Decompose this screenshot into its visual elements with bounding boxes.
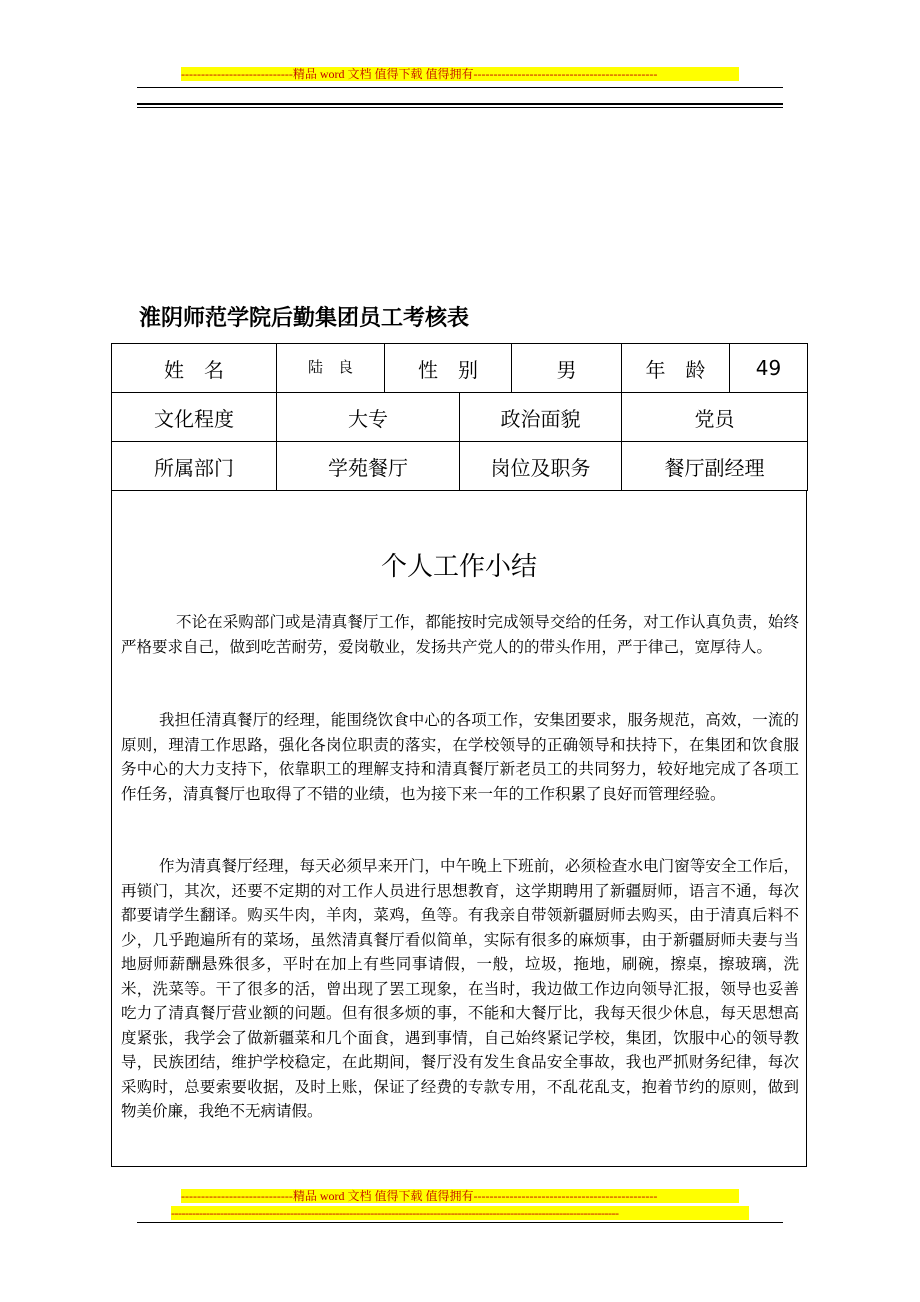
summary-paragraph: 作为清真餐厅经理，每天必须早来开门，中午晚上下班前，必须检查水电门窗等安全工作后，再锁门，其次，还要不定期的对工作人员进行思想教育，这学期聘用了新疆厨师，语言不通，每次都要请学生翻译。购买牛肉，羊肉，菜鸡，鱼等。有我亲自带领新疆厨师去购买，由于清真后料不少，几乎跑遍所有的菜场，虽然清真餐厅看似简单，实际有很多的麻烦事，由于新疆厨师夫妻与当地厨师薪酬悬殊很多，平时在加上有些同事请假，一般，垃圾，拖地，刷碗，擦桌，擦玻璃，洗米，洗菜等。干了很多的活，曾出现了罢工现象，在当时，我边做工作边向领导汇报，领导也妥善吃力了清真餐厅营业额的问题。但有很多烦的事，不能和大餐厅比，我每天很少休息，每天思想高度紧张，我学会了做新疆菜和几个面食，遇到事情，自己始终紧记学校，集团，饮服中心的领导教导，民族团结，维护学校稳定，在此期间，餐厅没有发生食品安全事故，我也严抓财务纪律，每次采购时，总要索要收据，及时上账，保证了经费的专款专用，不乱花乱支，抱着节约的原则，做到物美价廉，我绝不无病请假。 xyxy=(121,857,799,1120)
age-value: 49 xyxy=(730,344,808,393)
table-row xyxy=(112,344,808,393)
position-value: 餐厅副经理 xyxy=(622,442,808,491)
political-value: 党员 xyxy=(622,393,808,442)
department-value: 学苑餐厅 xyxy=(277,442,460,491)
position-label: 岗位及职务 xyxy=(460,442,622,491)
summary-paragraph: 我担任清真餐厅的经理，能围绕饮食中心的各项工作，安集团要求，服务规范，高效，一流的原则，理清工作思路，强化各岗位职责的落实，在学校领导的正确领导和扶持下，在集团和饮食服务中心的大力支持下，依靠职工的理解支持和清真餐厅新老员工的共同努力，较好地完成了各项工作任务，清真餐厅也取得了不错的业绩，也为接下来一年的工作积累了良好而管理经验。 xyxy=(121,711,799,803)
table-row xyxy=(112,442,808,491)
footer-rule xyxy=(137,1222,783,1223)
table-row xyxy=(112,393,808,442)
header-rule xyxy=(137,87,783,88)
department-label: 所属部门 xyxy=(112,442,277,491)
summary-paragraph: 不论在采购部门或是清真餐厅工作，都能按时完成领导交给的任务，对工作认真负责，始终严格要求自己，做到吃苦耐劳，爱岗敬业，发扬共产党人的的带头作用，严于律己，宽厚待人。 xyxy=(121,613,799,656)
footer-banner-dashes: -------------------------------------------------------------------------------------------------------------------------------- xyxy=(171,1206,749,1220)
work-summary-section xyxy=(111,490,807,1167)
education-label: 文化程度 xyxy=(112,393,277,442)
education-value: 大专 xyxy=(277,393,460,442)
header-banner: ----------------------------精品 word 文档 值得下载 值得拥有---------------------------------------------- xyxy=(181,67,739,81)
political-label: 政治面貌 xyxy=(460,393,622,442)
employee-info-table xyxy=(111,343,808,491)
footer-banner: ----------------------------精品 word 文档 值得下载 值得拥有---------------------------------------------- xyxy=(181,1189,739,1203)
header-rule-thick xyxy=(137,103,783,105)
summary-heading: 个人工作小结 xyxy=(380,552,537,582)
gender-value: 男 xyxy=(512,344,622,393)
name-label: 姓 名 xyxy=(112,344,277,393)
header-rule-thin xyxy=(137,107,783,108)
name-value: 陆 良 xyxy=(277,344,385,393)
age-label: 年 龄 xyxy=(622,344,730,393)
gender-label: 性 别 xyxy=(385,344,512,393)
document-title: 淮阴师范学院后勤集团员工考核表 xyxy=(139,306,470,331)
